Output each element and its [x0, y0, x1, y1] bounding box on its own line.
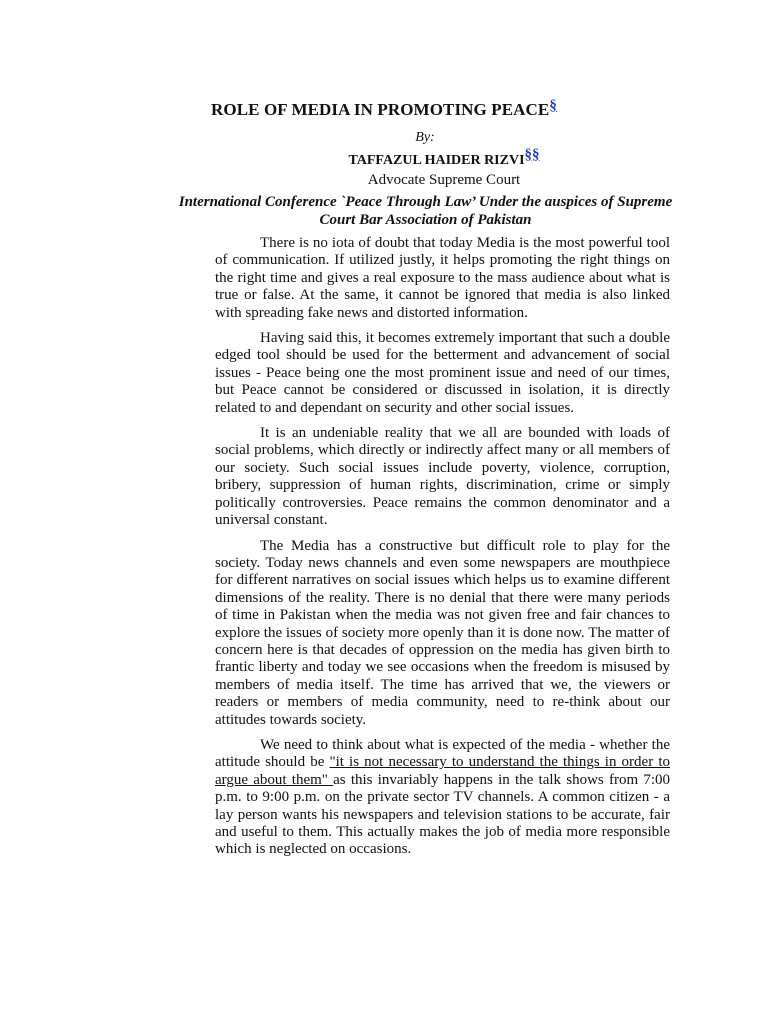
- document-body: [215, 235, 670, 867]
- author-text: TAFFAZUL HAIDER RIZVI: [348, 153, 525, 168]
- underlined-quote: "it is not necessary to understand the things in order to argue about them": [215, 754, 670, 788]
- title-text: ROLE OF MEDIA IN PROMOTING PEACE: [211, 100, 550, 119]
- paragraph: Having said this, it becomes extremely important that such a double edged tool should be used for the betterment and advancement of social issues - Peace being one the most prominent issue and need of our times, but Peace cannot be considered or discussed in isolation, it is directly related to and dependant on security and other social issues.: [215, 330, 670, 416]
- paragraph-last: [215, 737, 670, 859]
- paragraph: The Media has a constructive but difficult role to play for the society. Today news channels and even some newspapers are mouthpiece for different narratives on social issues which helps us to examine different dimensions of the reality. There is no denial that there were many periods of time in Pakistan when the media was not given free and fair chances to explore the issues of society more openly than it is done now. The matter of concern here is that decades of oppression on the media has given birth to frantic liberty and today we see occasions when the freedom is misused by members of media itself. The time has arrived that we, the viewers or readers or members of media community, need to re-think about our attitudes towards society.: [215, 537, 670, 728]
- author-role: Advocate Supreme Court: [367, 172, 521, 188]
- author-footnote-link[interactable]: §§: [524, 147, 540, 163]
- document-title: [0, 100, 768, 120]
- conference-line: International Conference `Peace Through Law’ Under the auspices of Supreme Court Bar Association of Pakistan: [178, 194, 673, 228]
- paragraph-text-before: We need to think about what is expected of the media - whether the attitude should be: [215, 736, 670, 771]
- author-name: [0, 147, 768, 169]
- by-label: By:: [415, 130, 435, 145]
- paragraph: It is an undeniable reality that we all are bounded with loads of social problems, which directly or indirectly affect many or all members of our society. Such social issues include poverty, violence, corruption, bribery, suppression of human rights, discrimination, crime or simply politically controversies. Peace remains the common denominator and a universal constant.: [215, 425, 670, 529]
- title-footnote-link[interactable]: §: [549, 98, 557, 114]
- paragraph-text-after: as this invariably happens in the talk shows from 7:00 p.m. to 9:00 p.m. on the private sector TV channels. A common citizen - a lay person wants his newspapers and television stations to be accurate, fair and useful to them. This actually makes the job of media more responsible which is neglected on occasions.: [215, 771, 670, 858]
- paragraph: There is no iota of doubt that today Media is the most powerful tool of communication. If utilized justly, it helps promoting the right things on the right time and gives a real exposure to the mass audience about what is true or false. At the same, it cannot be ignored that media is also linked with spreading fake news and distorted information.: [215, 235, 670, 321]
